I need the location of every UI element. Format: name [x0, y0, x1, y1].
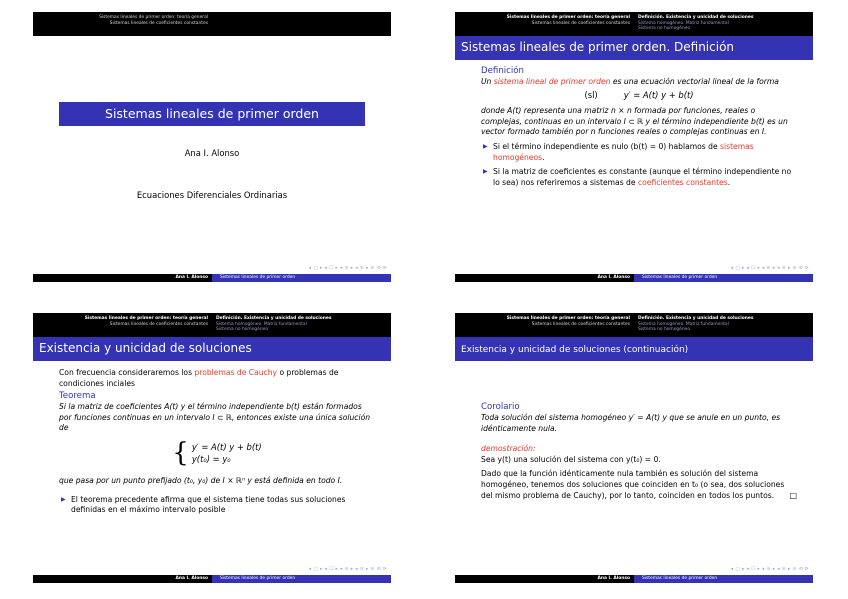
block-title: Corolario [481, 402, 520, 412]
block-title: Definición [481, 66, 524, 76]
presentation-author: Ana I. Alonso [184, 148, 240, 158]
navigation-symbols[interactable]: ◂ ▢ ▸ ◂ ☐ ▸ ◂ ≡ ▸ ◂ ≡ ▸ ≡ ⟲ ⟳ [730, 567, 809, 572]
theorem-conclusion: que pasa por un punto prefijado (t₀, y₀) de I × ℝⁿ y está definida en todo I. [59, 475, 343, 485]
footer-author: Ana I. Alonso [597, 576, 630, 581]
footer-bar [455, 575, 813, 583]
triangle-bullet-icon: ▶ [483, 142, 488, 150]
frame-title: Existencia y unicidad de soluciones (continuación) [461, 345, 689, 355]
theorem-text: Si la matriz de coeficientes A(t) y el término independiente b(t) están formados por funciones continuas en un intervalo I ⊂ ℝ, entonces existe una única solución de [59, 402, 371, 433]
cauchy-system [59, 437, 375, 468]
footer-author: Ana I. Alonso [175, 275, 208, 280]
header-bar [33, 12, 391, 36]
frame-title-bar [33, 337, 391, 361]
slide-corollary [455, 313, 813, 583]
header-section: Sistemas lineales de primer orden: teoría general [506, 15, 630, 20]
definition-description: donde A(t) representa una matriz n × n formada por funciones, reales o complejas, continuas en un intervalo I ⊂ ℝ y el término independiente b(t) es un vector formado también por n funciones reales o complejas continuas en I. [481, 106, 788, 137]
footer-title: Sistemas lineales de primer orden [220, 275, 296, 280]
frame-title: Sistemas lineales de primer orden. Definición [461, 40, 735, 54]
header-bar [455, 12, 813, 36]
left-brace-icon: { [172, 437, 189, 468]
header-topic[interactable]: Sistema homogéneo. Matriz fundamental [638, 20, 729, 26]
header-topic[interactable]: Definición. Existencia y unicidad de soluciones [216, 316, 332, 321]
header-topic[interactable]: Sistema homogéneo. Matriz fundamental [638, 321, 729, 327]
header-topic[interactable]: Sistema no homogéneo [216, 327, 269, 333]
navigation-symbols[interactable]: ◂ ▢ ▸ ◂ ☐ ▸ ◂ ≡ ▸ ◂ ≡ ▸ ≡ ⟲ ⟳ [308, 266, 387, 271]
slide-definition [455, 12, 813, 282]
proof-body: Dado que la función idénticamente nula también es solución del sistema homogéneo, tenemos dos soluciones que coinciden en t₀ (o sea, dos soluciones del mismo problema de Cauchy), por lo tanto, coinciden en todos los puntos. □ [481, 469, 797, 500]
qed-icon: □ [789, 490, 797, 500]
intro-text: Con frecuencia consideraremos los problemas de Cauchy o problemas de condiciones inciales [59, 368, 339, 388]
footer-title: Sistemas lineales de primer orden [220, 576, 296, 581]
slide-existence [33, 313, 391, 583]
footer-author: Ana I. Alonso [597, 275, 630, 280]
header-topic[interactable]: Definición. Existencia y unicidad de soluciones [638, 15, 754, 20]
slide-body [59, 368, 375, 520]
proof-label: demostración: [481, 444, 536, 454]
list-item: ▶ Si el término independiente es nulo (b(t) = 0) hablamos de sistemas homogéneos. [483, 141, 754, 162]
header-subsection: Sistemas lineales de coeficientes constantes [531, 20, 630, 26]
footer-bar [33, 274, 391, 282]
header-subsection: Sistemas lineales de coeficientes constantes [531, 321, 630, 327]
bullet-list [59, 495, 375, 516]
system-condition: y(t₀) = y₀ [191, 453, 231, 464]
footer-title: Sistemas lineales de primer orden [642, 275, 718, 280]
bullet-list [481, 142, 797, 188]
slide-body [481, 66, 797, 192]
list-item: ▶ Si la matriz de coeficientes es constante (aunque el término independiente no lo sea) nos referiremos a sistemas de coeficientes constantes. [483, 167, 792, 187]
frame-title-bar [455, 36, 813, 60]
list-item: ▶ El teorema precedente afirma que el sistema tiene todas sus soluciones definidas en el máximo intervalo posible [61, 494, 346, 515]
slide-title [33, 12, 391, 282]
navigation-symbols[interactable]: ◂ ▢ ▸ ◂ ☐ ▸ ◂ ≡ ▸ ◂ ≡ ▸ ≡ ⟲ ⟳ [730, 266, 809, 271]
header-bar [455, 313, 813, 337]
header-bar [33, 313, 391, 337]
navigation-symbols[interactable]: ◂ ▢ ▸ ◂ ☐ ▸ ◂ ≡ ▸ ◂ ≡ ▸ ≡ ⟲ ⟳ [308, 567, 387, 572]
header-section: Sistemas lineales de primer orden: teoría general [84, 316, 208, 321]
triangle-bullet-icon: ▶ [483, 168, 488, 176]
header-subsection: Sistemas lineales de coeficientes constantes [109, 20, 208, 26]
header-section: Sistemas lineales de primer orden: teoría general [506, 316, 630, 321]
block-title: Teorema [59, 391, 96, 402]
slide-body [481, 402, 797, 501]
footer-bar [455, 274, 813, 282]
definition-text: Un sistema lineal de primer orden es una ecuación vectorial lineal de la forma [481, 77, 779, 86]
footer-bar [33, 575, 391, 583]
frame-title: Existencia y unicidad de soluciones [39, 341, 252, 355]
header-subsection: Sistemas lineales de coeficientes constantes [109, 321, 208, 327]
presentation-title: Sistemas lineales de primer orden [59, 102, 365, 126]
equation: (sl) y′ = A(t) y + b(t) [584, 89, 694, 100]
presentation-institute: Ecuaciones Diferenciales Ordinarias [136, 190, 288, 200]
corollary-text: Toda solución del sistema homogéneo y′ = A(t) y que se anule en un punto, es idénticamente nula. [481, 413, 781, 433]
frame-title-bar [455, 337, 813, 361]
header-topic[interactable]: Sistema homogéneo. Matriz fundamental [216, 321, 307, 327]
header-topic[interactable]: Sistema no homogéneo [638, 26, 691, 32]
header-section: Sistemas lineales de primer orden: teoría general [99, 15, 208, 20]
header-topic[interactable]: Definición. Existencia y unicidad de soluciones [638, 316, 754, 321]
system-equation: y′ = A(t) y + b(t) [191, 441, 262, 452]
footer-author: Ana I. Alonso [175, 576, 208, 581]
proof-line: Sea y(t) una solución del sistema con y(t₀) = 0. [481, 454, 661, 464]
triangle-bullet-icon: ▶ [61, 495, 66, 503]
footer-title: Sistemas lineales de primer orden [642, 576, 718, 581]
header-topic[interactable]: Sistema no homogéneo [638, 327, 691, 333]
